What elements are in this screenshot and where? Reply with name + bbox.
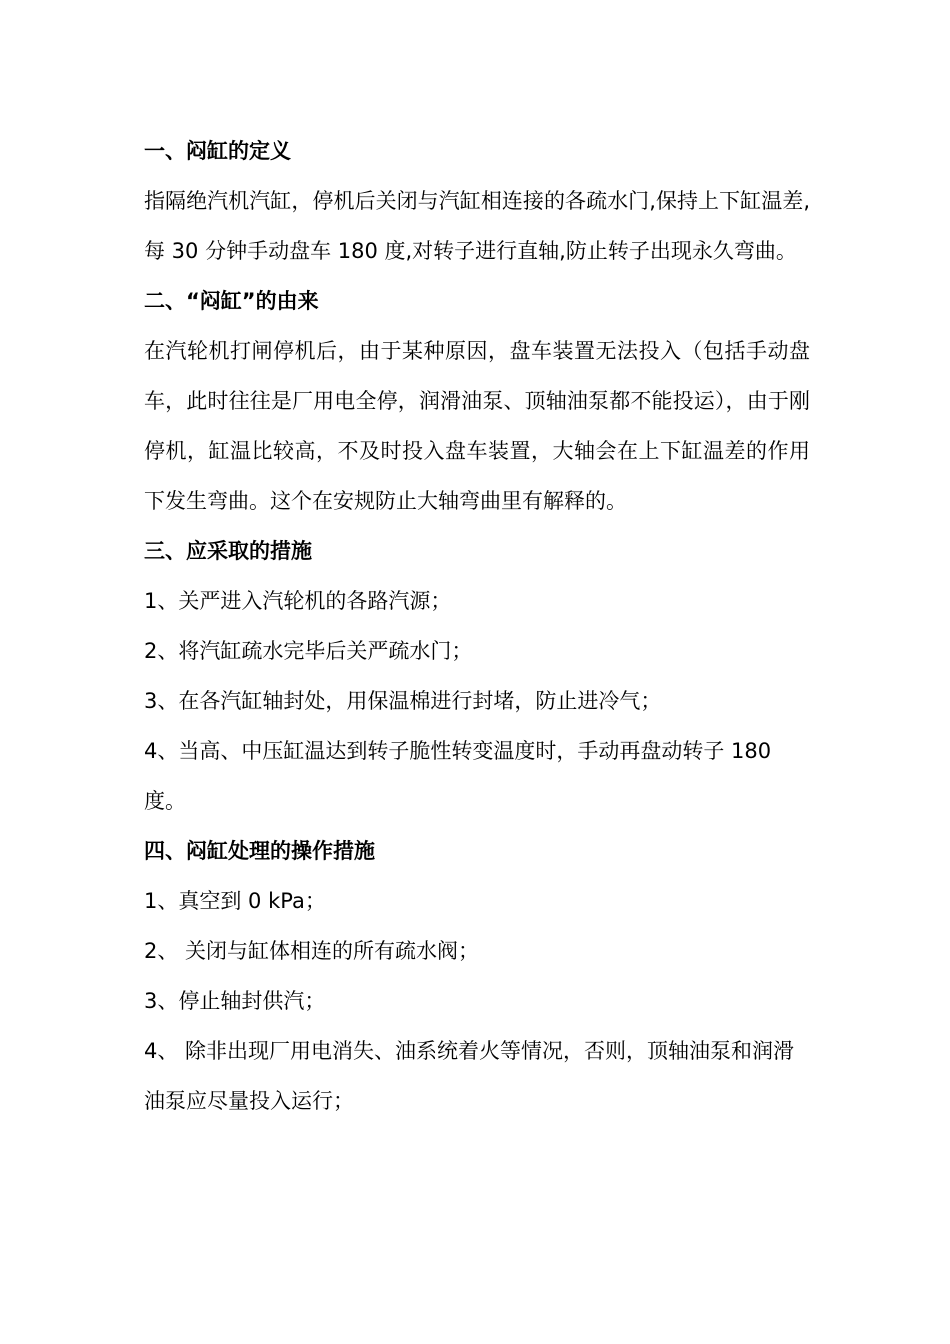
section-heading-measures: 三、应采取的措施: [144, 539, 312, 563]
list-item: 2、将汽缸疏水完毕后关严疏水门；: [144, 639, 473, 663]
section-heading-definition: 一、闷缸的定义: [144, 139, 291, 163]
section-heading-operations: 四、闷缸处理的操作措施: [144, 839, 375, 863]
section-heading-origin: 二、“闷缸”的由来: [144, 289, 319, 313]
list-item: 4、当高、中压缸温达到转子脆性转变温度时，手动再盘动转子 180 度。: [144, 739, 772, 813]
document-page: [144, 126, 810, 1126]
list-item: 4、 除非出现厂用电消失、油系统着火等情况，否则，顶轴油泵和润滑油泵应尽量投入运行；: [144, 1039, 795, 1113]
list-item: 2、 关闭与缸体相连的所有疏水阀；: [144, 939, 480, 963]
list-item: 1、关严进入汽轮机的各路汽源；: [144, 589, 452, 613]
list-item: 1、真空到 0 kPa；: [144, 889, 326, 913]
section-paragraph-origin: 在汽轮机打闸停机后，由于某种原因，盘车装置无法投入（包括手动盘车，此时往往是厂用电全停，润滑油泵、顶轴油泵都不能投运），由于刚停机，缸温比较高，不及时投入盘车装置，大轴会在上下缸温差的作用下发生弯曲。这个在安规防止大轴弯曲里有解释的。: [144, 339, 810, 513]
section-paragraph-definition: 指隔绝汽机汽缸，停机后关闭与汽缸相连接的各疏水门,保持上下缸温差,每 30 分钟手动盘车 180 度,对转子进行直轴,防止转子出现永久弯曲。: [144, 189, 810, 263]
list-item: 3、在各汽缸轴封处，用保温棉进行封堵，防止进冷气；: [144, 689, 662, 713]
list-item: 3、停止轴封供汽；: [144, 989, 326, 1013]
